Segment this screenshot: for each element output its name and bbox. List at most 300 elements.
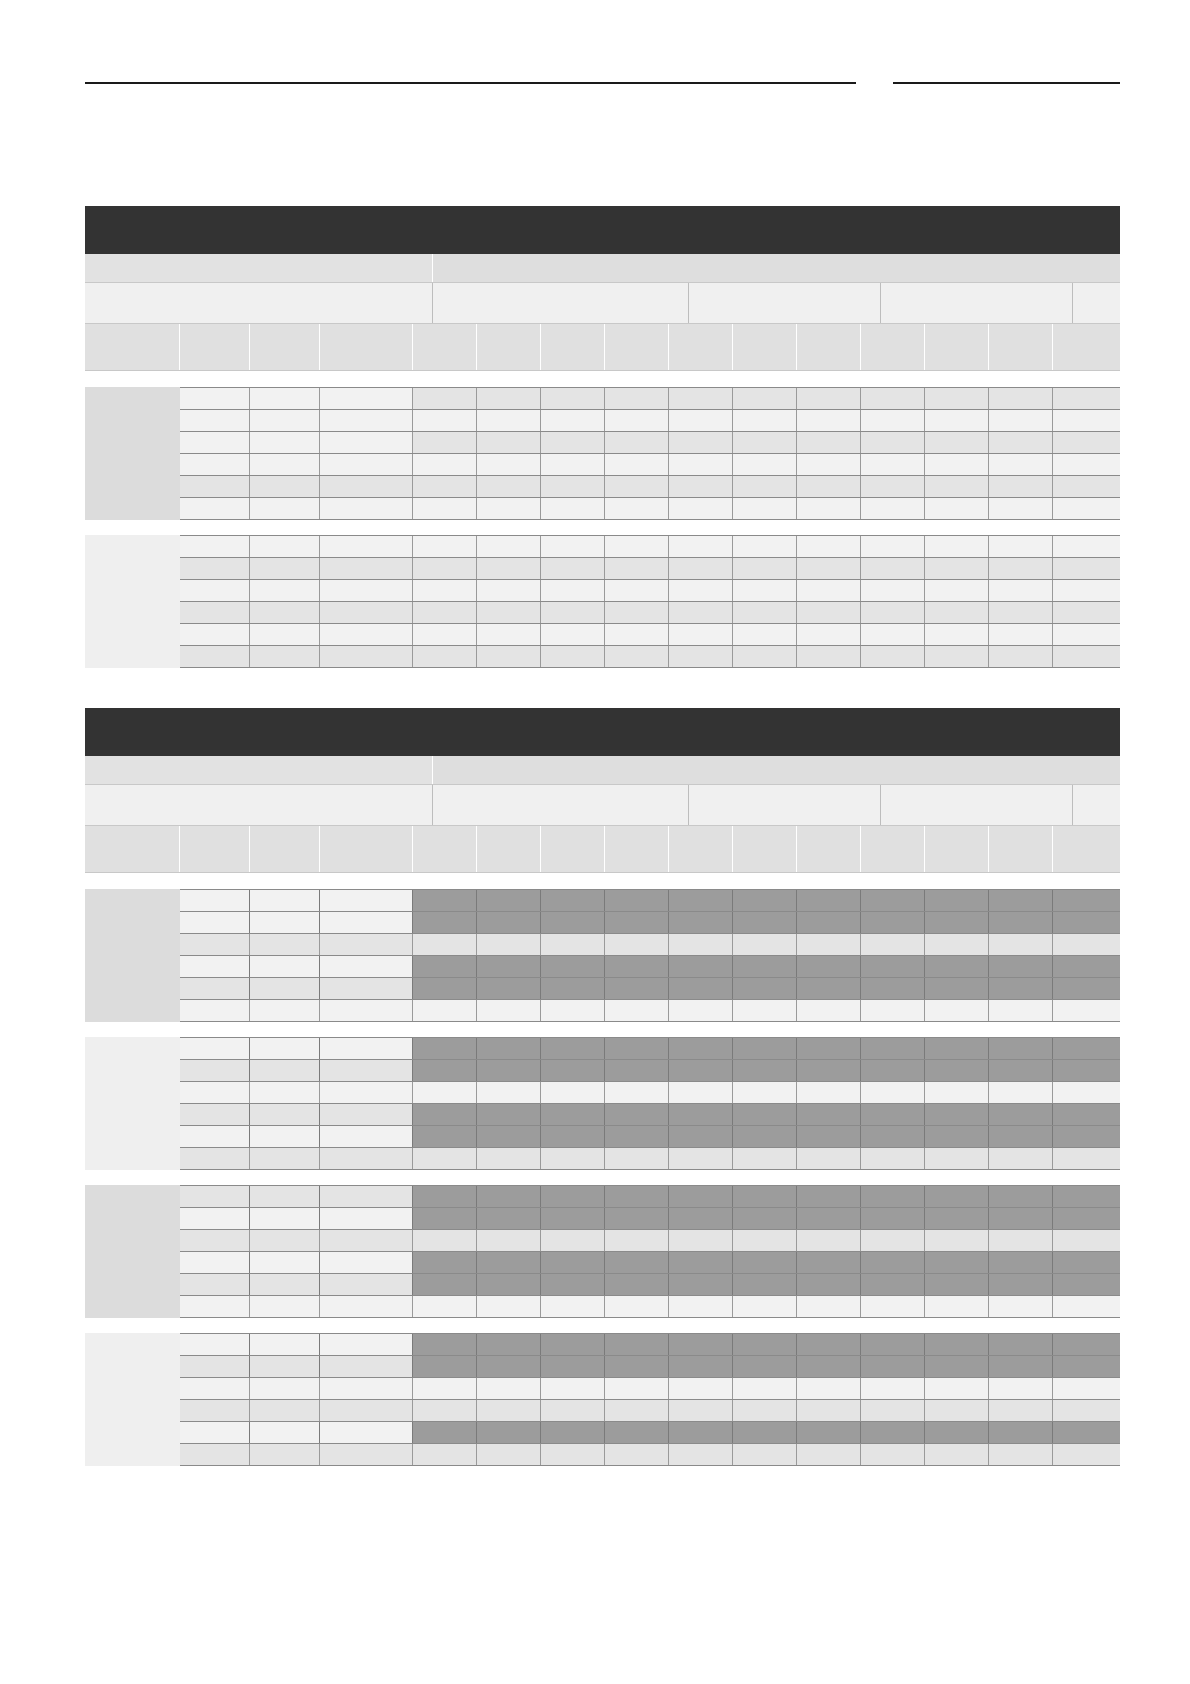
header-cell [797, 826, 861, 872]
table-cell [925, 956, 989, 977]
header-cell [881, 283, 1073, 323]
header-cell [180, 324, 250, 370]
header-cell [605, 324, 669, 370]
table-cell [320, 432, 413, 453]
table-cell [250, 956, 320, 977]
table-row [180, 1000, 1120, 1022]
table-cell [861, 1104, 925, 1125]
table-cell [250, 1186, 320, 1207]
table-row [180, 934, 1120, 956]
table-cell [605, 934, 669, 955]
table-cell [320, 646, 413, 667]
table-cell [1053, 912, 1120, 933]
table-cell [989, 956, 1053, 977]
table-cell [320, 536, 413, 557]
table-cell [989, 580, 1053, 601]
group-rows [180, 387, 1120, 520]
table-cell [413, 1126, 477, 1147]
table-cell [541, 1208, 605, 1229]
group-rows [180, 1185, 1120, 1318]
table-cell [477, 1274, 541, 1295]
table-cell [605, 624, 669, 645]
table-cell [1053, 1000, 1120, 1021]
row-group [85, 387, 1120, 520]
table-cell [250, 1252, 320, 1273]
table-cell [180, 558, 250, 579]
table-cell [669, 1400, 733, 1421]
table-row [180, 580, 1120, 602]
table-cell [605, 1422, 669, 1443]
table-cell [180, 1252, 250, 1273]
table-cell [861, 580, 925, 601]
table-cell [669, 1274, 733, 1295]
header-row-1 [85, 254, 1120, 283]
table-cell [541, 498, 605, 519]
table-cell [925, 1208, 989, 1229]
table-cell [797, 1148, 861, 1169]
table-cell [250, 410, 320, 431]
table-cell [250, 558, 320, 579]
table-cell [605, 912, 669, 933]
table-cell [477, 1230, 541, 1251]
table-cell [320, 498, 413, 519]
header-cell [85, 254, 433, 282]
table-cell [250, 536, 320, 557]
header-row-3 [85, 324, 1120, 371]
table-cell [925, 602, 989, 623]
table-cell [797, 1126, 861, 1147]
table-cell [605, 978, 669, 999]
table-cell [413, 1082, 477, 1103]
table-cell [989, 432, 1053, 453]
table-cell [477, 1422, 541, 1443]
table-cell [861, 646, 925, 667]
table-cell [861, 1082, 925, 1103]
table-row [180, 1356, 1120, 1378]
table-cell [250, 602, 320, 623]
table-cell [250, 1208, 320, 1229]
table-cell [861, 1378, 925, 1399]
table-cell [989, 1334, 1053, 1355]
table-cell [925, 1104, 989, 1125]
table-cell [733, 454, 797, 475]
table-cell [541, 1400, 605, 1421]
table-cell [669, 1082, 733, 1103]
table-cell [605, 476, 669, 497]
table-cell [250, 1038, 320, 1059]
table-cell [605, 1038, 669, 1059]
table-cell [861, 1186, 925, 1207]
table-cell [1053, 1296, 1120, 1317]
table-cell [413, 1400, 477, 1421]
header-cell [797, 324, 861, 370]
table-cell [989, 410, 1053, 431]
table-cell [477, 934, 541, 955]
table-cell [541, 454, 605, 475]
table-cell [925, 1334, 989, 1355]
table-cell [925, 1230, 989, 1251]
table-cell [413, 1186, 477, 1207]
table-cell [733, 646, 797, 667]
table-cell [1053, 388, 1120, 409]
table-cell [413, 1296, 477, 1317]
table-cell [1053, 1148, 1120, 1169]
table-cell [180, 1422, 250, 1443]
table-cell [797, 1082, 861, 1103]
table-cell [1053, 1252, 1120, 1273]
table-cell [733, 1060, 797, 1081]
table-cell [989, 1038, 1053, 1059]
table-cell [541, 1444, 605, 1465]
table-cell [733, 1230, 797, 1251]
table-cell [989, 978, 1053, 999]
table-cell [861, 1422, 925, 1443]
table-cell [797, 890, 861, 911]
header-cell [433, 785, 689, 825]
table-cell [605, 388, 669, 409]
table-cell [180, 1400, 250, 1421]
table-cell [925, 1082, 989, 1103]
table-cell [250, 978, 320, 999]
table-cell [861, 536, 925, 557]
table-row [180, 454, 1120, 476]
table-cell [413, 1230, 477, 1251]
table-cell [541, 1422, 605, 1443]
table-cell [861, 498, 925, 519]
table-cell [861, 1060, 925, 1081]
table-cell [477, 1000, 541, 1021]
table-cell [669, 912, 733, 933]
table-cell [320, 1444, 413, 1465]
table-cell [320, 1060, 413, 1081]
table-cell [797, 1104, 861, 1125]
table-cell [989, 1186, 1053, 1207]
header-cell [733, 826, 797, 872]
table-cell [605, 1082, 669, 1103]
table-cell [861, 1208, 925, 1229]
table-cell [320, 602, 413, 623]
table-cell [925, 1186, 989, 1207]
table-row [180, 1230, 1120, 1252]
row-group [85, 889, 1120, 1022]
table-cell [669, 388, 733, 409]
table-cell [797, 1000, 861, 1021]
table-cell [413, 454, 477, 475]
table-cell [733, 1296, 797, 1317]
table-cell [861, 1400, 925, 1421]
table-cell [925, 1356, 989, 1377]
table-cell [1053, 454, 1120, 475]
header-cell [861, 324, 925, 370]
table-cell [989, 1422, 1053, 1443]
table-cell [669, 1148, 733, 1169]
table-cell [925, 934, 989, 955]
table-cell [733, 432, 797, 453]
header-cell [1073, 785, 1120, 825]
table-cell [1053, 580, 1120, 601]
group-label-cell [85, 1333, 180, 1466]
table-cell [861, 1274, 925, 1295]
table-cell [797, 1274, 861, 1295]
table-cell [477, 1356, 541, 1377]
header-cell [1073, 283, 1120, 323]
table-cell [605, 580, 669, 601]
table-cell [733, 890, 797, 911]
table-cell [989, 646, 1053, 667]
table-row [180, 1185, 1120, 1208]
table-cell [605, 1060, 669, 1081]
table-row [180, 1037, 1120, 1060]
table-cell [733, 1126, 797, 1147]
table-cell [733, 1082, 797, 1103]
table-cell [733, 498, 797, 519]
table-cell [413, 1444, 477, 1465]
table-cell [180, 1356, 250, 1377]
table-cell [925, 1296, 989, 1317]
table-cell [733, 1000, 797, 1021]
table-cell [250, 1230, 320, 1251]
table-cell [1053, 646, 1120, 667]
table-cell [180, 1038, 250, 1059]
table-cell [797, 1252, 861, 1273]
table-cell [541, 646, 605, 667]
table-cell [477, 956, 541, 977]
table-cell [925, 536, 989, 557]
table-cell [477, 1296, 541, 1317]
header-cell [541, 324, 605, 370]
table-cell [925, 388, 989, 409]
header-cell [85, 826, 180, 872]
table-cell [541, 1082, 605, 1103]
table-cell [797, 1378, 861, 1399]
table-cell [797, 388, 861, 409]
table-cell [413, 890, 477, 911]
header-cell [320, 826, 413, 872]
table-cell [541, 934, 605, 955]
table-cell [413, 536, 477, 557]
data-table-2 [85, 708, 1120, 1481]
table-cell [250, 1356, 320, 1377]
table-cell [861, 956, 925, 977]
table-cell [605, 1378, 669, 1399]
header-cell [605, 826, 669, 872]
table-cell [180, 602, 250, 623]
table-cell [605, 1252, 669, 1273]
table-cell [925, 1422, 989, 1443]
table-cell [477, 624, 541, 645]
table-row [180, 476, 1120, 498]
table-cell [413, 432, 477, 453]
table-cell [797, 1038, 861, 1059]
table-cell [180, 956, 250, 977]
table-cell [733, 956, 797, 977]
header-cell [433, 283, 689, 323]
table-cell [320, 1422, 413, 1443]
table-cell [925, 646, 989, 667]
table-cell [250, 1400, 320, 1421]
table-row [180, 624, 1120, 646]
table-row [180, 1274, 1120, 1296]
table-cell [180, 454, 250, 475]
table-cell [320, 624, 413, 645]
table-row [180, 432, 1120, 454]
table-cell [320, 1186, 413, 1207]
table-cell [797, 1422, 861, 1443]
table-cell [925, 1400, 989, 1421]
table-cell [477, 1252, 541, 1273]
table-cell [733, 1252, 797, 1273]
table-cell [477, 580, 541, 601]
table-cell [541, 558, 605, 579]
table-row [180, 956, 1120, 978]
table-cell [320, 1126, 413, 1147]
table-cell [180, 624, 250, 645]
table-cell [733, 1378, 797, 1399]
table-cell [797, 1400, 861, 1421]
table-cell [180, 536, 250, 557]
table-cell [320, 1296, 413, 1317]
header-row-3 [85, 826, 1120, 873]
table-cell [1053, 558, 1120, 579]
table-cell [989, 388, 1053, 409]
table-cell [1053, 1082, 1120, 1103]
table-cell [669, 1038, 733, 1059]
table-cell [733, 1148, 797, 1169]
table-cell [669, 410, 733, 431]
table-cell [1053, 1038, 1120, 1059]
table-cell [250, 1000, 320, 1021]
group-rows [180, 1037, 1120, 1170]
group-rows [180, 1333, 1120, 1466]
table-cell [797, 410, 861, 431]
table-cell [320, 1400, 413, 1421]
table-cell [250, 1148, 320, 1169]
table-cell [733, 1208, 797, 1229]
table-cell [925, 1444, 989, 1465]
row-group [85, 1185, 1120, 1318]
table-cell [925, 1060, 989, 1081]
table-cell [669, 1252, 733, 1273]
table-cell [180, 432, 250, 453]
table-cell [180, 1126, 250, 1147]
header-cell [1053, 324, 1120, 370]
table-cell [733, 1444, 797, 1465]
table-cell [733, 410, 797, 431]
table-cell [605, 1296, 669, 1317]
table-cell [797, 912, 861, 933]
table-cell [861, 1038, 925, 1059]
header-cell [733, 324, 797, 370]
table-cell [925, 1378, 989, 1399]
table-cell [320, 1356, 413, 1377]
table-cell [541, 476, 605, 497]
table-cell [320, 1208, 413, 1229]
table-cell [733, 1274, 797, 1295]
table-cell [477, 1208, 541, 1229]
table-cell [797, 646, 861, 667]
table-cell [989, 1252, 1053, 1273]
table-cell [180, 1000, 250, 1021]
table-cell [413, 1378, 477, 1399]
table-cell [180, 1186, 250, 1207]
table-cell [797, 580, 861, 601]
header-cell [881, 785, 1073, 825]
table-cell [797, 934, 861, 955]
table-cell [861, 1126, 925, 1147]
table-cell [477, 1126, 541, 1147]
header-cell [861, 826, 925, 872]
table-cell [605, 1186, 669, 1207]
table-cell [180, 1148, 250, 1169]
table-cell [1053, 1230, 1120, 1251]
table-cell [669, 934, 733, 955]
table-cell [320, 410, 413, 431]
table-cell [989, 1060, 1053, 1081]
table-cell [180, 646, 250, 667]
header-cell [413, 826, 477, 872]
table-cell [180, 912, 250, 933]
table-cell [989, 1230, 1053, 1251]
table-cell [413, 1422, 477, 1443]
table-cell [925, 1252, 989, 1273]
table-cell [925, 1038, 989, 1059]
table-cell [989, 1274, 1053, 1295]
table-cell [669, 1104, 733, 1125]
table-cell [669, 1186, 733, 1207]
table-cell [605, 1444, 669, 1465]
table-cell [989, 1378, 1053, 1399]
table-cell [605, 1208, 669, 1229]
table-cell [541, 1356, 605, 1377]
table-cell [797, 558, 861, 579]
table-cell [180, 1104, 250, 1125]
table-cell [477, 1104, 541, 1125]
header-cell [85, 756, 433, 784]
table-cell [989, 912, 1053, 933]
table-row [180, 1400, 1120, 1422]
table-cell [669, 1000, 733, 1021]
table-cell [1053, 1400, 1120, 1421]
table-cell [413, 388, 477, 409]
group-label-cell [85, 1185, 180, 1318]
table-cell [1053, 1126, 1120, 1147]
table-cell [320, 388, 413, 409]
table-cell [1053, 1444, 1120, 1465]
table-cell [180, 1444, 250, 1465]
group-label-cell [85, 535, 180, 668]
table-cell [320, 934, 413, 955]
row-group [85, 1333, 1120, 1466]
table-cell [989, 602, 1053, 623]
table-cell [669, 890, 733, 911]
table-cell [250, 1296, 320, 1317]
table-cell [733, 912, 797, 933]
table-cell [669, 1230, 733, 1251]
table-cell [541, 1104, 605, 1125]
table-cell [413, 1060, 477, 1081]
header-cell [413, 324, 477, 370]
table-cell [733, 1356, 797, 1377]
table-cell [541, 1038, 605, 1059]
table-cell [250, 388, 320, 409]
table-cell [541, 388, 605, 409]
table-cell [541, 1334, 605, 1355]
header-cell [477, 826, 541, 872]
table-cell [250, 432, 320, 453]
table-cell [861, 1148, 925, 1169]
header-cell [250, 826, 320, 872]
table-cell [605, 454, 669, 475]
